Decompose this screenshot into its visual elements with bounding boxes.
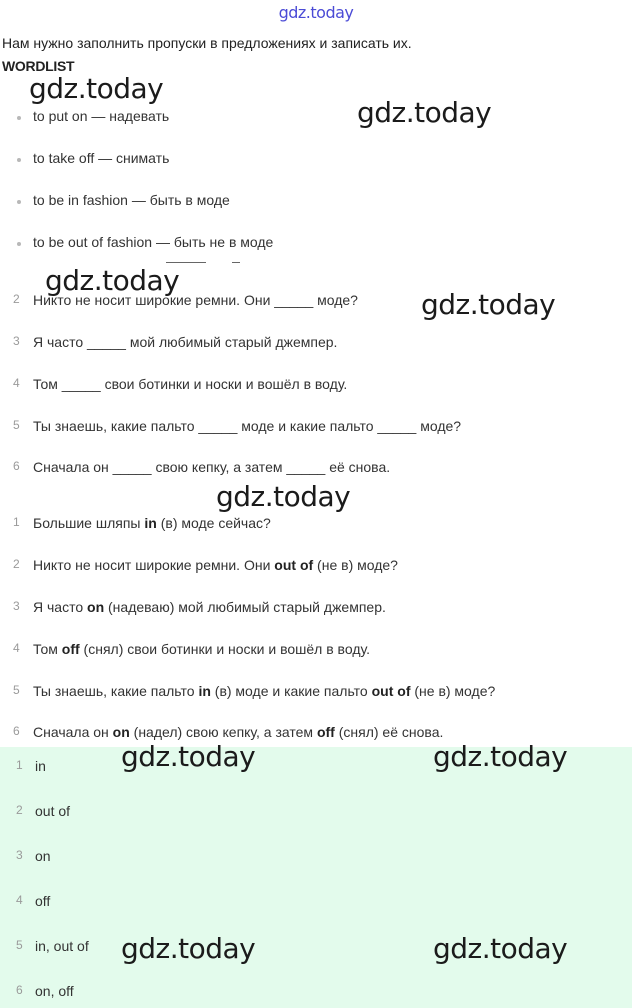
bullet-icon <box>17 200 21 204</box>
watermark: gdz.today <box>357 96 492 129</box>
bullet-icon <box>17 242 21 246</box>
watermark: gdz.today <box>121 740 256 773</box>
watermark: gdz.today <box>29 72 164 105</box>
watermark: gdz.today <box>433 740 568 773</box>
watermark: gdz.today <box>45 264 180 297</box>
bullet-icon <box>17 116 21 120</box>
watermark: gdz.today <box>433 932 568 965</box>
bullet-icon <box>17 158 21 162</box>
cutoff-fragment <box>166 262 206 263</box>
wordlist-heading: WORDLIST <box>2 58 75 74</box>
watermark: gdz.today <box>121 932 256 965</box>
answers-panel <box>0 747 632 1008</box>
site-logo[interactable]: gdz.today <box>278 3 354 22</box>
watermark: gdz.today <box>216 480 351 513</box>
watermark: gdz.today <box>421 288 556 321</box>
cutoff-fragment <box>232 262 240 263</box>
intro-text: Нам нужно заполнить пропуски в предложениях и записать их. <box>2 35 412 51</box>
